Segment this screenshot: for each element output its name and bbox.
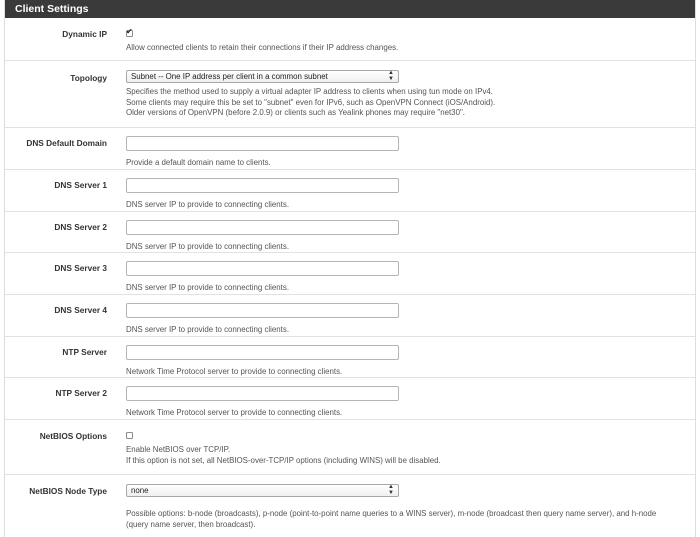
- dns-server-4-help: DNS server IP to provide to connecting clients.: [126, 325, 290, 334]
- dns-server-1-help: DNS server IP to provide to connecting clients.: [126, 200, 290, 209]
- ntp-server-2-label: NTP Server 2: [55, 388, 107, 398]
- netbios-options-field: [126, 431, 689, 466]
- dynamic-ip-checkbox[interactable]: [126, 27, 133, 37]
- dns-server-2-label: DNS Server 2: [54, 222, 107, 232]
- netbios-options-label: NetBIOS Options: [39, 431, 107, 441]
- dns-server-3-input[interactable]: [126, 261, 399, 276]
- dns-server-1-field: [126, 178, 689, 211]
- netbios-node-type-selected-value: none: [131, 486, 149, 495]
- row-dns-server-4: [5, 295, 695, 337]
- dns-server-2-input[interactable]: [126, 220, 399, 235]
- checkmark-icon: ✔: [126, 27, 133, 36]
- dns-server-4-input[interactable]: [126, 303, 399, 318]
- client-settings-panel: [4, 0, 696, 537]
- dns-default-domain-input[interactable]: [126, 136, 399, 151]
- dynamic-ip-label: Dynamic IP: [62, 29, 107, 39]
- dns-default-domain-label: DNS Default Domain: [26, 138, 107, 148]
- dynamic-ip-field: [126, 29, 689, 54]
- row-netbios-node-type: [5, 475, 695, 537]
- topology-label: Topology: [70, 73, 107, 83]
- topology-select[interactable]: [126, 70, 399, 83]
- dns-server-2-field: [126, 220, 689, 253]
- netbios-node-type-select[interactable]: [126, 484, 399, 497]
- ntp-server-input[interactable]: [126, 345, 399, 360]
- row-netbios-options: [5, 420, 695, 475]
- dns-server-1-label: DNS Server 1: [54, 180, 107, 190]
- ntp-server-2-field: [126, 386, 689, 419]
- ntp-server-2-help: Network Time Protocol server to provide to connecting clients.: [126, 408, 343, 417]
- row-dns-server-2: [5, 212, 695, 253]
- topology-selected-value: Subnet -- One IP address per client in a common subnet: [131, 72, 328, 81]
- updown-arrows-icon: ▲ ▼: [388, 484, 394, 496]
- row-topology: [5, 61, 695, 128]
- row-dns-server-3: [5, 253, 695, 295]
- netbios-options-help-1: Enable NetBIOS over TCP/IP.: [126, 445, 231, 454]
- panel-title: Client Settings: [5, 0, 695, 18]
- row-dynamic-ip: [5, 18, 695, 61]
- ntp-server-label: NTP Server: [62, 347, 107, 357]
- dns-server-4-field: [126, 303, 689, 336]
- netbios-node-type-field: [126, 484, 689, 530]
- dns-server-3-field: [126, 261, 689, 294]
- topology-help-2: Some clients may require this be set to "subnet" even for IPv6, such as OpenVPN Connect (iOS/Android).: [126, 97, 496, 107]
- dns-server-3-label: DNS Server 3: [54, 263, 107, 273]
- topology-help-3: Older versions of OpenVPN (before 2.0.9) or clients such as Yealink phones may require "net30".: [126, 108, 465, 118]
- netbios-options-help-2: If this option is not set, all NetBIOS-over-TCP/IP options (including WINS) will be disabled.: [126, 455, 441, 465]
- ntp-server-help: Network Time Protocol server to provide to connecting clients.: [126, 367, 343, 376]
- row-dns-server-1: [5, 170, 695, 212]
- netbios-node-type-help-2: (query name server, then broadcast).: [126, 519, 256, 529]
- netbios-options-checkbox[interactable]: [126, 432, 133, 439]
- dns-default-domain-help: Provide a default domain name to clients.: [126, 158, 271, 167]
- ntp-server-field: [126, 345, 689, 378]
- dns-server-3-help: DNS server IP to provide to connecting clients.: [126, 283, 290, 292]
- dns-server-1-input[interactable]: [126, 178, 399, 193]
- ntp-server-2-input[interactable]: [126, 386, 399, 401]
- netbios-node-type-label: NetBIOS Node Type: [29, 486, 107, 496]
- updown-arrows-icon: ▲ ▼: [388, 70, 394, 82]
- dns-default-domain-field: [126, 136, 689, 169]
- topology-field: [126, 70, 689, 119]
- row-ntp-server-2: [5, 378, 695, 420]
- row-ntp-server: [5, 337, 695, 378]
- dns-server-4-label: DNS Server 4: [54, 305, 107, 315]
- topology-help-1: Specifies the method used to supply a virtual adapter IP address to clients when using tun mode on IPv4.: [126, 87, 493, 96]
- dynamic-ip-help: Allow connected clients to retain their connections if their IP address changes.: [126, 43, 399, 52]
- row-dns-default-domain: [5, 128, 695, 170]
- netbios-node-type-help-1: Possible options: b-node (broadcasts), p-node (point-to-point name queries to a WINS server), m-node (broadcast then query name server), and h-node: [126, 509, 657, 518]
- dns-server-2-help: DNS server IP to provide to connecting clients.: [126, 242, 290, 251]
